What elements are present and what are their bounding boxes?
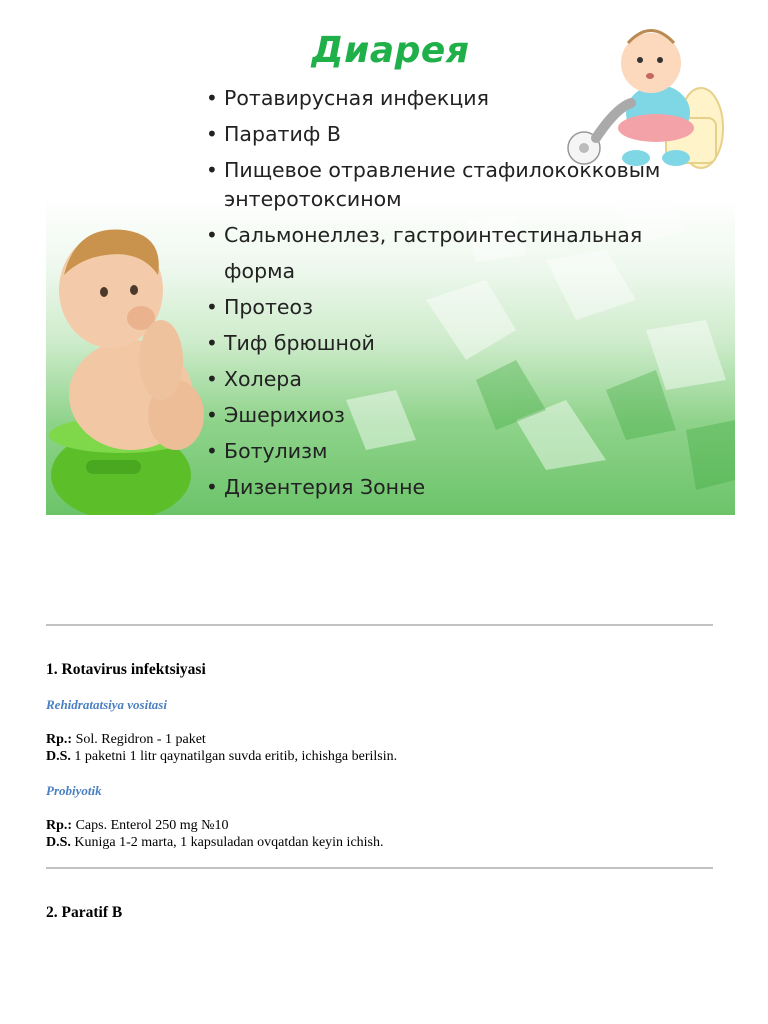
rp-label: Rp.: — [46, 732, 73, 747]
rp-label: Rp.: — [46, 818, 73, 833]
rp-text: Sol. Regidron - 1 paket — [72, 732, 206, 747]
list-item-continuation: энтеротоксином — [224, 187, 402, 211]
ds-line — [46, 834, 384, 851]
list-item: • Холера — [206, 365, 660, 394]
group-title: Rehidratatsiya vositasi — [46, 697, 167, 712]
divider — [46, 867, 713, 869]
disease-list — [206, 84, 660, 502]
list-item-continuation: форма — [224, 259, 296, 283]
ds-line — [46, 748, 397, 765]
section-heading: 2. Paratif B — [46, 904, 123, 921]
group-title: Probiyotik — [46, 783, 102, 798]
ds-label: D.S. — [46, 835, 71, 850]
ds-text: Kuniga 1-2 marta, 1 kapsuladan ovqatdan keyin ichish. — [70, 835, 384, 850]
rp-line — [46, 731, 397, 748]
list-item: • Паратиф В — [206, 120, 660, 149]
baby-on-potty-photo — [46, 220, 211, 515]
list-item: • Тиф брюшной — [206, 329, 660, 358]
list-item: • Протеоз — [206, 293, 660, 322]
prescription-block — [46, 817, 384, 851]
section-heading: 1. Rotavirus infektsiyasi — [46, 661, 206, 678]
list-item: • Эшерихиоз — [206, 401, 660, 430]
list-item: • Ротавирусная инфекция — [206, 84, 660, 113]
prescription-block — [46, 731, 397, 765]
rp-line — [46, 817, 384, 834]
slide-title: Диарея — [311, 30, 470, 71]
ds-text: 1 paketni 1 litr qaynatilgan suvda eritib, ichishga berilsin. — [70, 749, 398, 764]
list-item: • Сальмонеллез, гастроинтестинальная — [206, 221, 660, 250]
rp-text: Caps. Enterol 250 mg №10 — [72, 818, 229, 833]
list-item: • Ботулизм — [206, 437, 660, 466]
divider — [46, 624, 713, 626]
list-item: • Дизентерия Зонне — [206, 473, 660, 502]
list-item: • Пищевое отравление стафилококковым — [206, 156, 660, 185]
ds-label: D.S. — [46, 749, 71, 764]
slide-image — [46, 0, 735, 515]
